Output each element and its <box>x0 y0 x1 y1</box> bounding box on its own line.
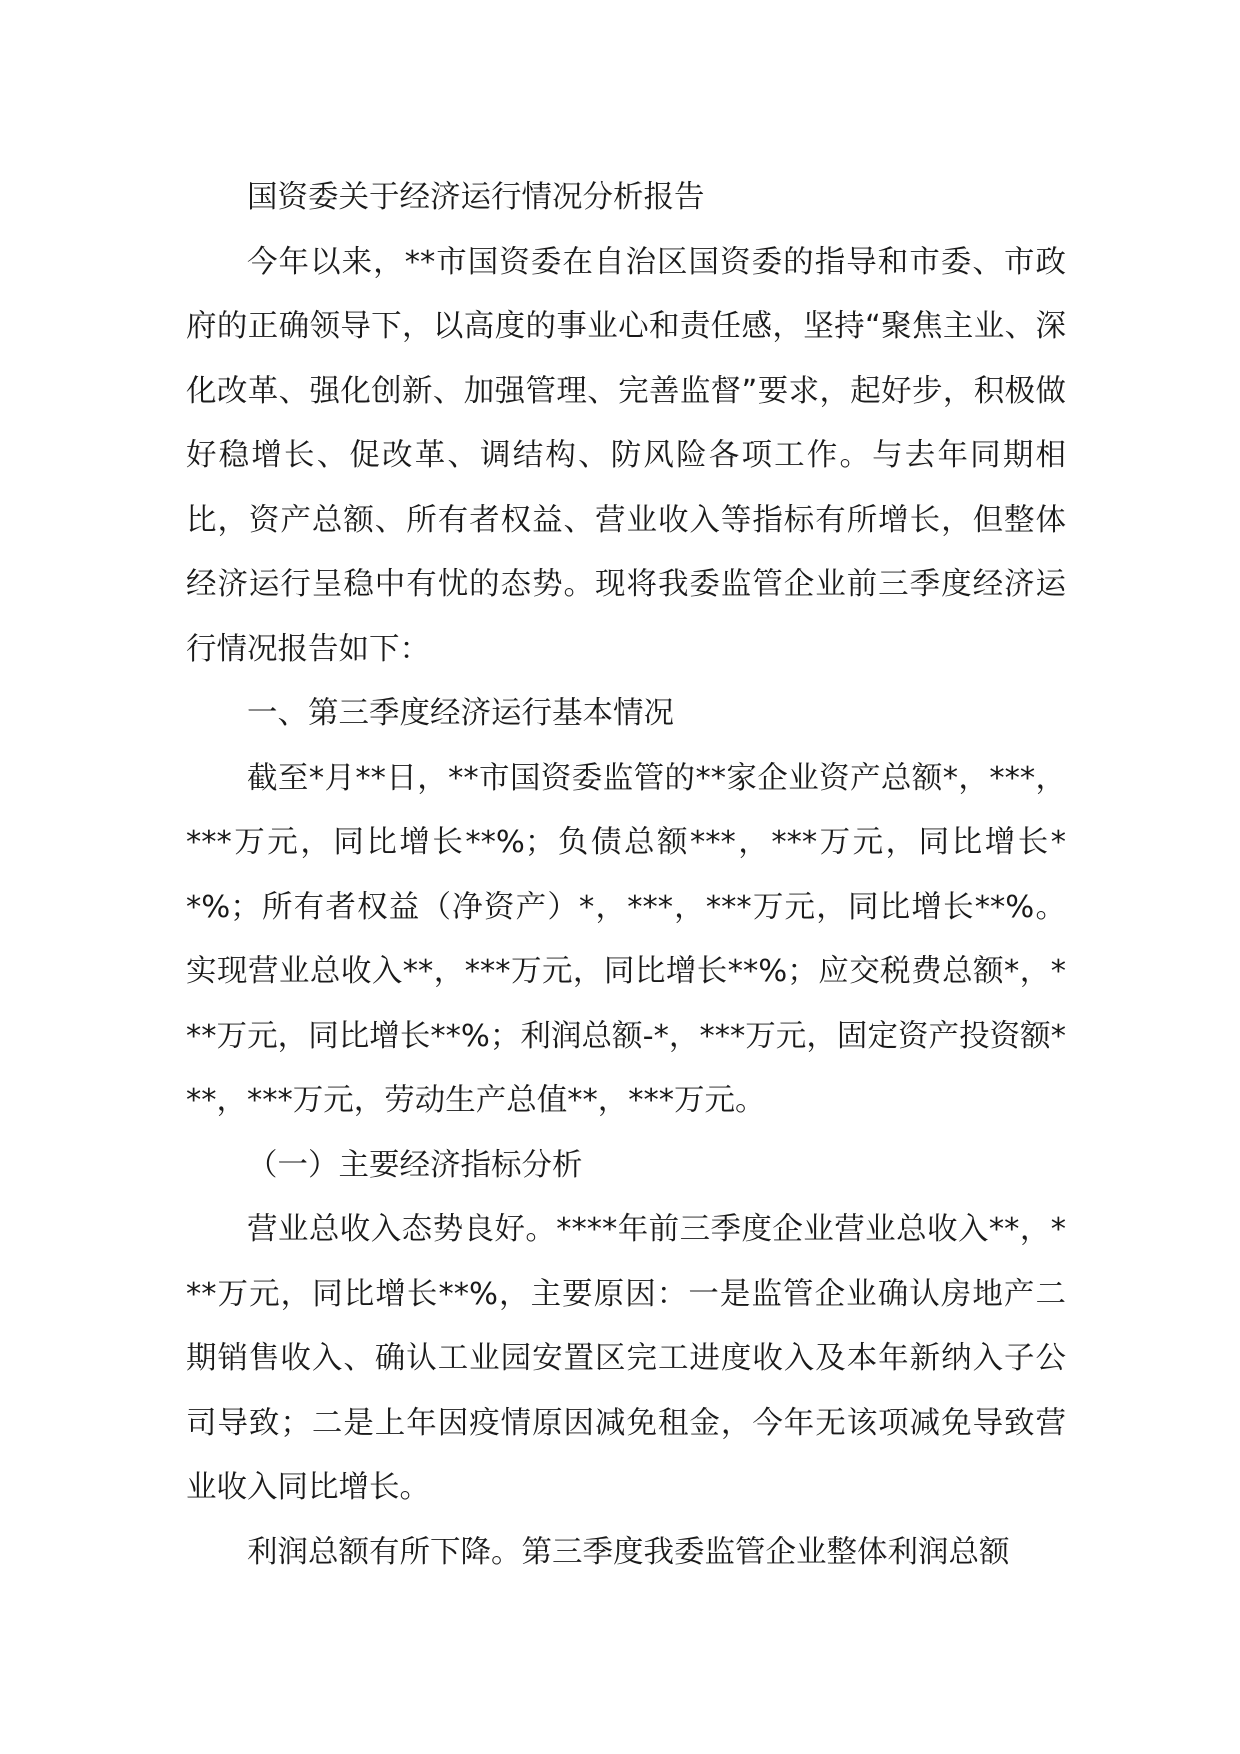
subsection-heading-1: （一）主要经济指标分析 <box>247 1147 583 1183</box>
paragraph-intro: 今年以来，**市国资委在自治区国资委的指导和市委、市政府的正确领导下，以高度的事业心和责任感，坚持“聚焦主业、深化改革、强化创新、加强管理、完善监督”要求，起好步，积极做好稳增长、促改革、调结构、防风险各项工作。与去年同期相比，资产总额、所有者权益、营业收入等指标有所增长，但整体经济运行呈稳中有忧的态势。现将我委监管企业前三季度经济运行情况报告如下： <box>186 244 1066 667</box>
section-heading-1: 一、第三季度经济运行基本情况 <box>247 696 674 731</box>
document-body <box>186 166 1066 1585</box>
paragraph-revenue: 营业总收入态势良好。****年前三季度企业营业总收入**，***万元，同比增长**%，主要原因：一是监管企业确认房地产二期销售收入、确认工业园安置区完工进度收入及本年新纳入子公司导致；二是上年因疫情原因减免租金，今年无该项减免导致营业收入同比增长。 <box>186 1212 1066 1505</box>
paragraph-profit: 利润总额有所下降。第三季度我委监管企业整体利润总额 <box>247 1534 1010 1570</box>
document-title: 国资委关于经济运行情况分析报告 <box>247 180 705 215</box>
paragraph-basic-situation: 截至*月**日，**市国资委监管的**家企业资产总额*，***，***万元，同比增长**%；负债总额***，***万元，同比增长**%；所有者权益（净资产）*，***，***万元，同比增长**%。实现营业总收入**，***万元，同比增长**%；应交税费总额*，***万元，同比增长**%；利润总额-*，***万元，固定资产投资额***，***万元，劳动生产总值**，***万元。 <box>186 760 1066 1118</box>
